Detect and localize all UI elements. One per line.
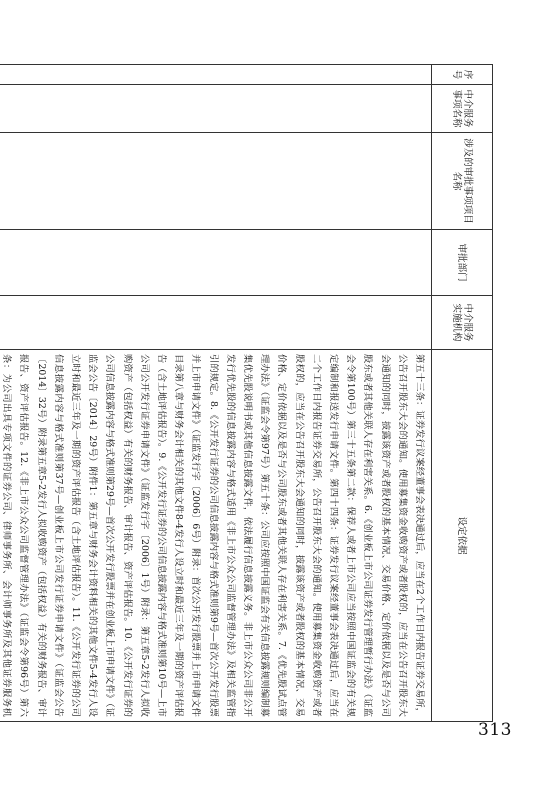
header-agency: 中介服务实施机构 (432, 296, 493, 350)
header-basis: 设定依据 (432, 350, 493, 722)
cell-department (0, 230, 432, 296)
cell-seq (0, 65, 432, 85)
header-seq: 序号 (432, 65, 493, 85)
header-approval-item: 涉及的审批事项项目名称 (432, 133, 493, 230)
page-number: 313 (478, 720, 512, 740)
cell-service-name (0, 85, 432, 133)
table-header-row (432, 65, 493, 722)
intermediary-service-table (0, 64, 493, 722)
rotated-table-wrapper (1, 64, 493, 721)
header-department: 审批部门 (432, 230, 493, 296)
header-service-name: 中介服务事项名称 (432, 85, 493, 133)
cell-approval-item (0, 133, 432, 230)
cell-agency (0, 296, 432, 350)
cell-basis-text: 第五十三条：证券发行议案经董事会表决通过后，应当在2个工作日内报告证券交易所，公告召开股东大会的通知。使用募集资金收购资产或者股权的，应当在公告召开股东大会通知的同时，披露该资产或者股权的基本情况、交易价格、定价依据以及是否与公司股东或者其他关联人存在利害关系。6.《创业板上市公司证券发行管理暂行办法》（证监会令第100号）第三十五条第二款：保荐人或者上市公司应当按照中国证监会的有关规定编制和报送发行申请文件。第四十四条：证券发行议案经董事会表决通过后，应当在二个工作日内报告证券交易所，公告召开股东大会的通知。使用募集资金收购资产或者股权的，应当在公告召开股东大会通知的同时，披露该资产或者股权的基本情况、交易价格、定价依据以及是否与公司股东或者其他关联人存在利害关系。7.《优先股试点管理办法》（证监会令第97号）第五十条：公司应按照中国证监会有关信息披露规则编制募集优先股说明书或其他信息披露文件，依法履行信息披露义务。非上市公众公司非公开发行优先股的信息披露内容与格式适用《非上市公众公司监督管理办法》及相关监管指引的规定。8.《公开发行证券的公司信息披露内容与格式准则第9号—首次公开发行股票并上市申请文件》（证监发行字〔2006〕6号）附录：首次公开发行股票并上市申请文件目录第八章与财务会计相关的其他文件8-4发行人设立时和最近三年及一期的资产评估报告（含土地评估报告）。9.《公开发行证券的公司信息披露内容与格式准则第10号—上市公司公开发行证券申请文件》（证监发行字〔2006〕1号）附录：第五章5-2发行人拟收购资产（包括权益）有关的财务报告、审计报告、资产评估报告。10.《公开发行证券的公司信息披露内容与格式准则第29号—首次公开发行股票并在创业板上市申请文件》（证监会公告〔2014〕29号）附件1：第五章与财务会计资料相关的其他文件5-4发行人设立时和最近三年及一期的资产评估报告（含土地评估报告）。11.《公开发行证券的公司信息披露内容与格式准则第37号—创业板上市公司发行证券申请文件》（证监会公告〔2014〕32号）附录第五章5-2发行人拟收购资产（包括权益）有关的财务报告、审计报告、资产评估报告。12.《非上市公众公司监督管理办法》（证监会令第96号）第六条：为公司出具专项文件的证券公司、律师事务所、会计师事务所及其他证券服务机 (0, 350, 432, 722)
table-row (0, 65, 432, 722)
